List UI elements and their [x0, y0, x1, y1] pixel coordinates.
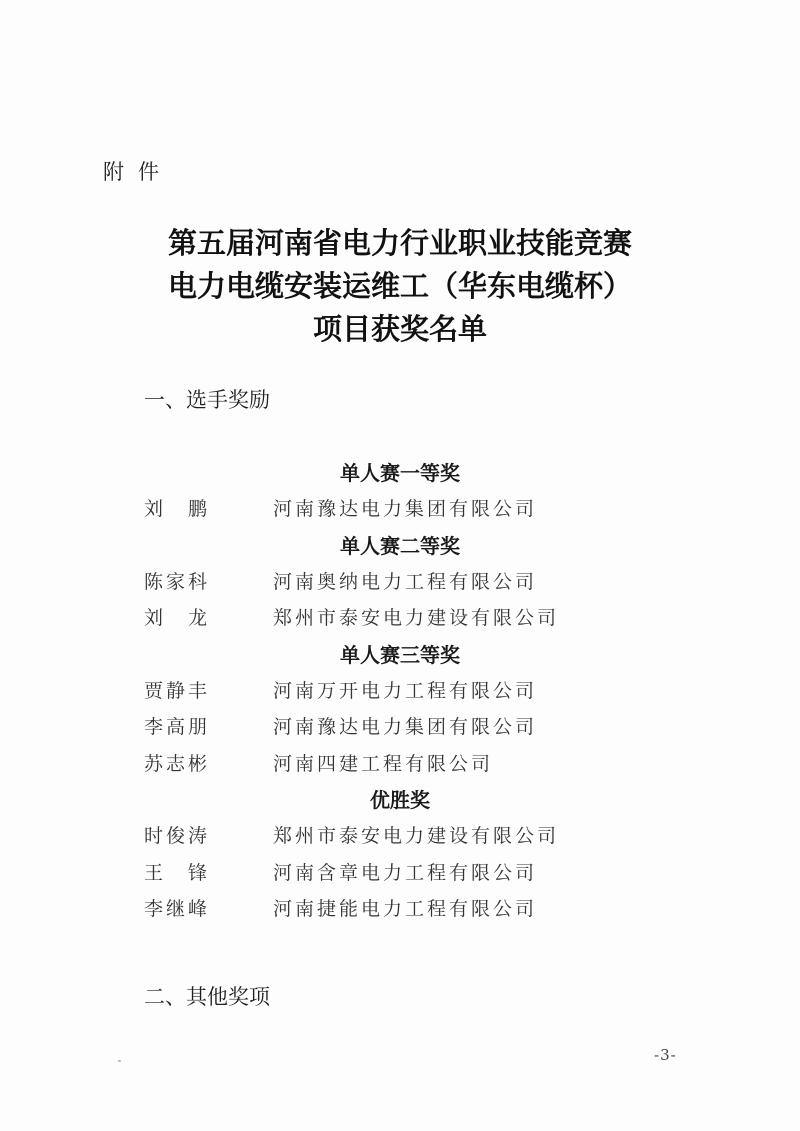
winner-name: 李高朋	[144, 716, 208, 738]
award-row	[0, 891, 800, 928]
award-row	[0, 673, 800, 710]
winner-name: 时俊涛	[144, 825, 208, 847]
winner-company: 郑州市泰安电力建设有限公司	[273, 607, 560, 629]
page-number: -3-	[654, 1046, 677, 1064]
winner-company: 河南豫达电力集团有限公司	[273, 498, 538, 520]
document-title	[0, 222, 800, 351]
winner-company: 河南奥纳电力工程有限公司	[273, 570, 538, 593]
award-row	[0, 600, 800, 637]
title-line-1: 第五届河南省电力行业职业技能竞赛	[167, 226, 632, 260]
section-heading-other-awards: 二、其他奖项	[144, 985, 270, 1009]
award-row	[0, 564, 800, 601]
awards-list	[0, 455, 800, 928]
award-row	[0, 746, 800, 783]
winner-name: 李继峰	[144, 898, 208, 920]
title-line-2: 电力电缆安装运维工（华东电缆杯）	[167, 269, 632, 303]
winner-company: 郑州市泰安电力建设有限公司	[273, 825, 560, 847]
winner-company: 河南万开电力工程有限公司	[273, 679, 538, 702]
winner-company: 河南含章电力工程有限公司	[273, 861, 538, 884]
winner-name: 刘鹏	[144, 498, 208, 520]
winner-company: 河南四建工程有限公司	[273, 752, 494, 775]
winner-name: 苏志彬	[144, 752, 208, 775]
winner-company: 河南捷能电力工程有限公司	[273, 898, 538, 920]
winner-company: 河南豫达电力集团有限公司	[273, 716, 538, 738]
winner-name: 贾静丰	[144, 679, 208, 702]
award-row	[0, 491, 800, 528]
scan-speck	[118, 1060, 121, 1062]
group-title-second-prize: 单人赛二等奖	[340, 533, 460, 558]
winner-name: 刘龙	[144, 607, 208, 629]
group-title-third-prize: 单人赛三等奖	[340, 642, 460, 667]
winner-name: 王锋	[144, 861, 208, 884]
award-row	[0, 855, 800, 892]
section-heading-player-awards: 一、选手奖励	[144, 388, 270, 412]
group-title-excellence-prize: 优胜奖	[370, 788, 430, 812]
attachment-label: 附件	[103, 160, 173, 184]
winner-name: 陈家科	[144, 570, 208, 593]
title-line-3: 项目获奖名单	[312, 312, 487, 346]
award-row	[0, 818, 800, 855]
award-row	[0, 709, 800, 746]
group-title-first-prize: 单人赛一等奖	[340, 461, 460, 485]
